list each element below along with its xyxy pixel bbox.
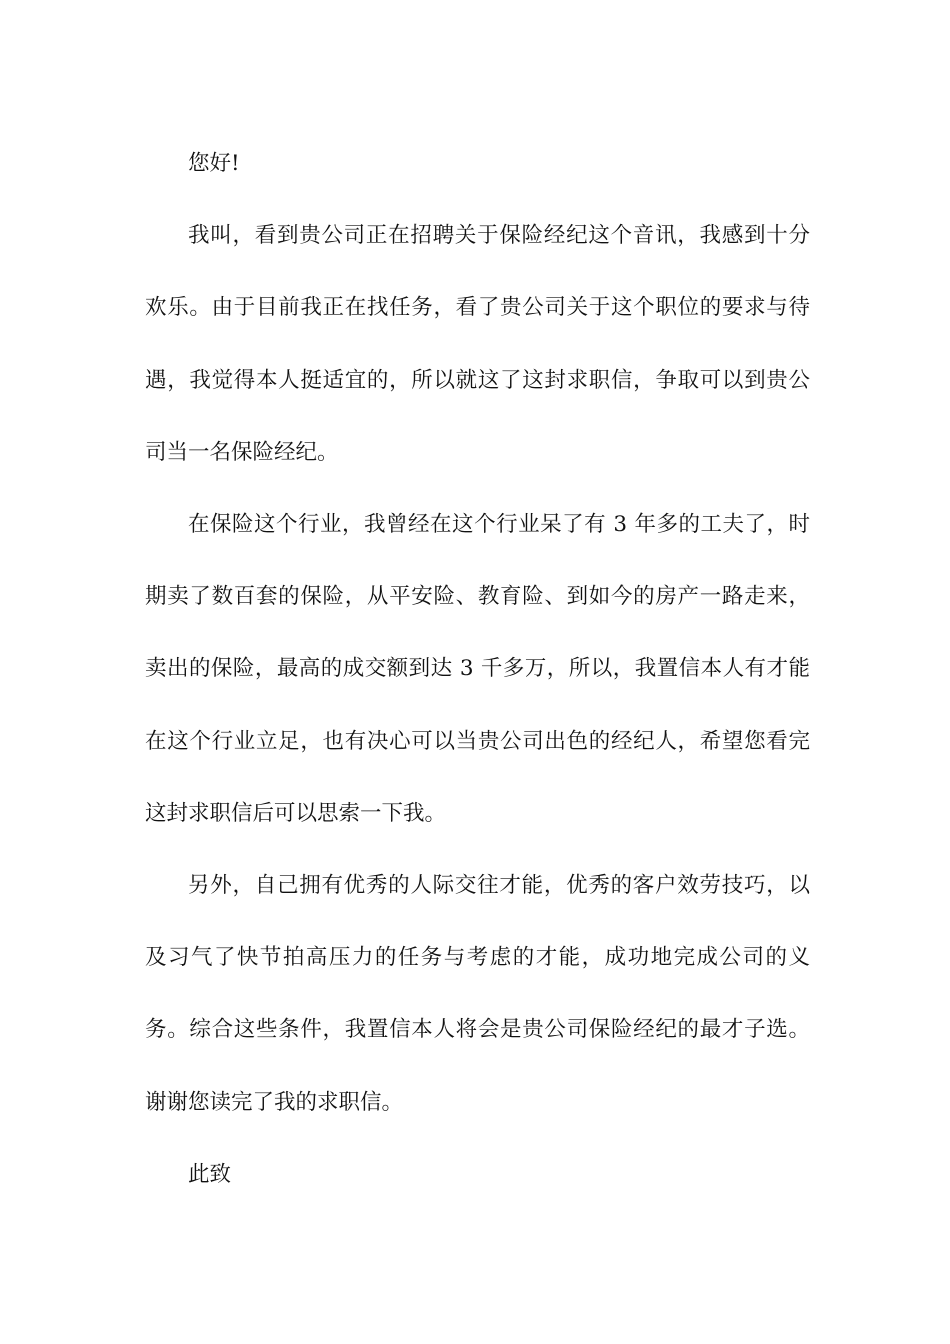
paragraph-intro: 我叫，看到贵公司正在招聘关于保险经纪这个音讯，我感到十分欢乐。由于目前我正在找任务，看了贵公司关于这个职位的要求与待遇，我觉得本人挺适宜的，所以就这了这封求职信，争取可以到贵公司当一名保险经纪。 [145,223,810,465]
greeting: 您好! [188,151,240,176]
paragraph-experience: 在保险这个行业，我曾经在这个行业呆了有 3 年多的工夫了，时期卖了数百套的保险，从平安险、教育险、到如今的房产一路走来，卖出的保险，最高的成交额到达 3 千多万，所以，我置信本人有才能在这个行业立足，也有决心可以当贵公司出色的经纪人，希望您看完这封求职信后可以思索一下我。 [145,512,810,826]
closing: 此致 [188,1161,232,1187]
paragraph-skills: 另外，自己拥有优秀的人际交往才能，优秀的客户效劳技巧，以及习气了快节拍高压力的任务与考虑的才能，成功地完成公司的义务。综合这些条件，我置信本人将会是贵公司保险经纪的最才子选。谢谢您读完了我的求职信。 [145,873,810,1115]
letter-body [145,128,810,1211]
